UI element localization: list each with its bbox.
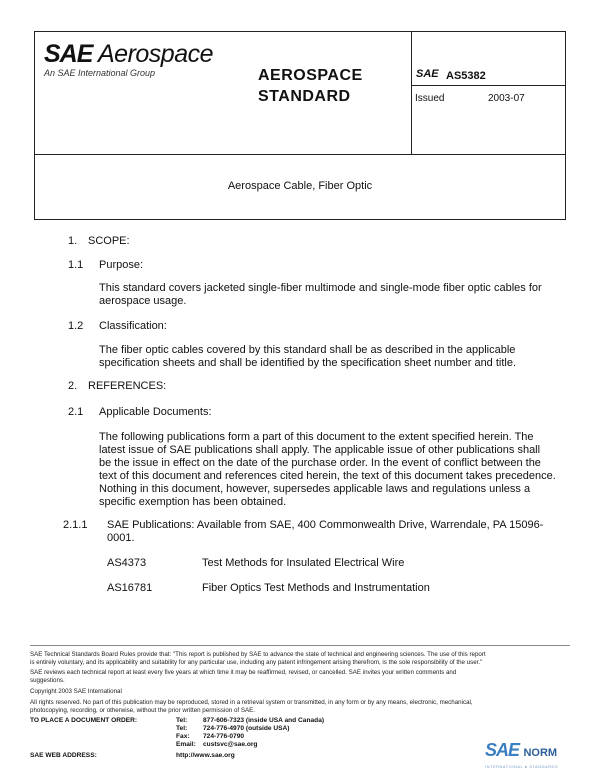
header-divider-horizontal xyxy=(411,85,566,86)
paragraph-line: The fiber optic cables covered by this standard shall be as described in the applicable xyxy=(99,344,516,356)
reference-id: AS4373 xyxy=(107,557,147,569)
paragraph-line: be the issue in effect on the date of the purchase order. In the event of conflict between the xyxy=(99,457,541,469)
norm-logo-sae: SAE xyxy=(485,740,520,760)
issued-date: 2003-07 xyxy=(488,93,525,104)
issued-label: Issued xyxy=(415,93,445,104)
paragraph-line: latest issue of SAE publications shall apply. The applicable issue of other publications shall xyxy=(99,444,541,456)
tel2-value: 724-776-4970 (outside USA) xyxy=(203,725,290,732)
section-1-1-number: 1.1 xyxy=(68,259,84,271)
section-2-1-1-number: 2.1.1 xyxy=(63,519,88,531)
section-1-2-text xyxy=(99,344,516,370)
email-value[interactable]: custsvc@sae.org xyxy=(203,741,258,748)
footer-line: photocopying, recording, or otherwise, without the prior written permission of SAE. xyxy=(30,706,255,714)
fax-label: Fax: xyxy=(176,733,190,740)
paragraph-line: text of this document and references cited herein, the text of this document takes precedence. xyxy=(99,470,556,482)
section-2-1-1-text xyxy=(107,519,543,545)
tel-value: 877-606-7323 (inside USA and Canada) xyxy=(203,717,325,724)
paragraph-line: aerospace usage. xyxy=(99,295,187,307)
tel2-label: Tel: xyxy=(176,725,188,732)
logo-subtitle: An SAE International Group xyxy=(44,68,156,78)
footer-line: SAE Technical Standards Board Rules provide that: "This report is published by SAE to advance the state of technical and engineering sciences. The use of this report xyxy=(30,651,486,658)
document-number: AS5382 xyxy=(446,70,486,82)
paragraph-line: The following publications form a part of this document to the extent specified herein. The xyxy=(99,431,534,443)
sae-norm-logo xyxy=(485,740,557,761)
norm-logo-subtitle: INTERNATIONAL ● STANDARDS xyxy=(485,764,559,769)
footer-copyright: Copyright 2003 SAE International xyxy=(30,688,122,695)
standard-type-line1: AEROSPACE xyxy=(258,67,363,84)
section-2-number: 2. xyxy=(68,380,78,392)
paragraph-line: 0001. xyxy=(107,532,135,544)
footer-line: All rights reserved. No part of this publication may be reproduced, stored in a retrieval system or transmitted, in any form or by any means, electronic, mechanical, xyxy=(30,699,473,706)
tel-label: Tel: xyxy=(176,717,188,724)
paragraph-line: specific exemption has been obtained. xyxy=(99,496,287,508)
norm-logo-word: NORM xyxy=(523,747,558,759)
section-2-1-text xyxy=(99,431,556,509)
section-1-2-number: 1.2 xyxy=(68,320,84,332)
section-1-1-text xyxy=(99,282,542,308)
paragraph-line: specification sheets and shall be identified by the specification sheet number and title. xyxy=(99,357,517,369)
fax-value: 724-776-0790 xyxy=(203,733,245,740)
footer-notice-board-rules xyxy=(30,651,486,666)
section-2-1-title: Applicable Documents: xyxy=(99,406,212,418)
footer-line: suggestions. xyxy=(30,676,65,684)
paragraph-line: SAE Publications: Available from SAE, 400 Commonwealth Drive, Warrendale, PA 15096- xyxy=(107,519,544,531)
section-2-title: REFERENCES: xyxy=(88,380,167,392)
footer-line: is entirely voluntary, and its applicability and suitability for any particular use, including any patent infringement arising therefrom, is the sole responsibility of the user." xyxy=(30,658,483,666)
order-label: TO PLACE A DOCUMENT ORDER: xyxy=(30,717,138,724)
footer-rule xyxy=(30,645,570,646)
footer-line: SAE reviews each technical report at least every five years at which time it may be reaffirmed, revised, or cancelled. SAE invites your written comments and xyxy=(30,669,457,676)
paragraph-line: Nothing in this document, however, supersedes applicable laws and regulations unless a xyxy=(99,483,531,495)
reference-title: Test Methods for Insulated Electrical Wire xyxy=(202,557,405,569)
section-1-number: 1. xyxy=(68,235,78,247)
footer-notice-review xyxy=(30,669,456,684)
logo-sae: SAE xyxy=(44,40,93,68)
section-1-2-title: Classification: xyxy=(99,320,167,332)
footer-rights xyxy=(30,699,473,714)
logo-aerospace: Aerospace xyxy=(98,40,214,68)
reference-title: Fiber Optics Test Methods and Instrumentation xyxy=(202,582,430,594)
email-label: Email: xyxy=(176,741,196,748)
document-title: Aerospace Cable, Fiber Optic xyxy=(227,180,373,192)
section-1-title: SCOPE: xyxy=(88,235,130,247)
reference-id: AS16781 xyxy=(107,582,153,594)
web-label: SAE WEB ADDRESS: xyxy=(30,752,97,759)
paragraph-line: This standard covers jacketed single-fiber multimode and single-mode fiber optic cables for xyxy=(99,282,542,294)
web-value[interactable]: http://www.sae.org xyxy=(176,752,235,759)
standard-type-line2: STANDARD xyxy=(258,88,351,105)
sae-mark: SAE xyxy=(416,68,439,80)
section-1-1-title: Purpose: xyxy=(99,259,144,271)
section-2-1-number: 2.1 xyxy=(68,406,84,418)
header-divider-vertical xyxy=(411,31,412,155)
